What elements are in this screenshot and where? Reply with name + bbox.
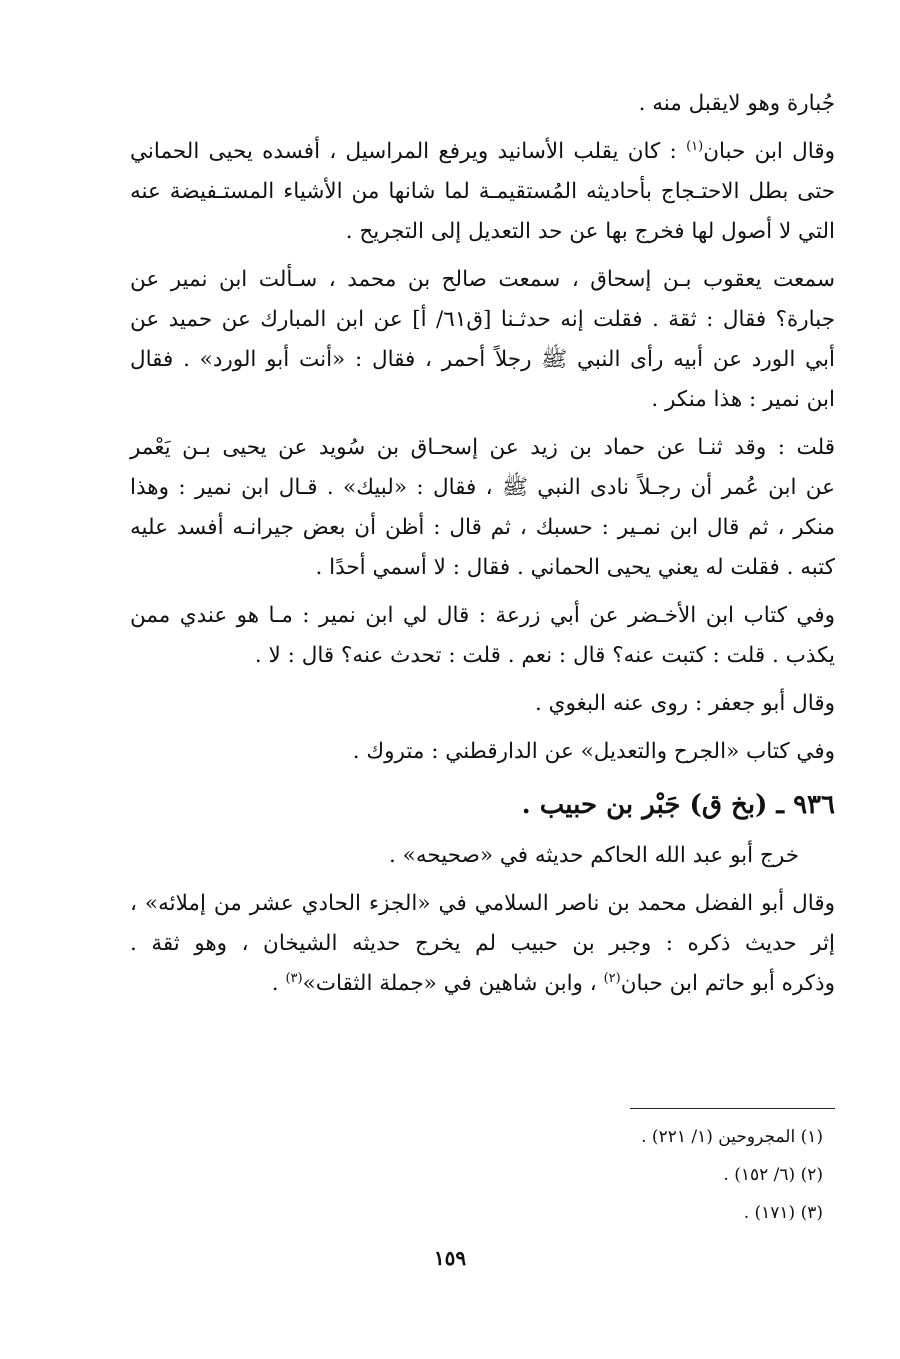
page-number: ١٥٩ (433, 1246, 467, 1270)
text-segment: ، وابن شاهين في «جملة الثقات» (302, 971, 604, 996)
paragraph-6 (130, 684, 835, 724)
page-body (130, 84, 835, 1012)
text-line: كتبه . فقلت له يعني يحيى الحماني . فقال : لا أسمي أحدًا . (315, 555, 835, 580)
text-line: وقال أبو الفضل محمد بن ناصر السلامي في «الجزء الحادي عشر من إملائه» ، (130, 891, 835, 916)
text-line: جُبارة وهو لايقبل منه . (638, 91, 835, 116)
text-line: يكذب . قلت : كتبت عنه؟ قال : نعم . قلت : تحدث عنه؟ قال : لا . (254, 643, 835, 668)
text-line: منكر ، ثم قال ابن نمـير : حسبك ، ثم قال : أظن أن بعض جيرانـه أفسد عليه (130, 515, 835, 540)
footnote-ref[interactable]: (٢) (603, 970, 621, 986)
text-line (130, 132, 835, 172)
text-line: وفي كتاب «الجرح والتعديل» عن الدارقطني : متروك . (352, 739, 835, 764)
entry-paragraph-1 (130, 836, 835, 876)
text-line (130, 964, 835, 1004)
text-line: جبارة؟ فقال : ثقة . فقلت إنه حدثـنا [ق٦١/ أ] عن ابن المبارك عن حميد عن (130, 307, 835, 332)
text-line: عن ابن عُمر أن رجـلاً نادى النبي ﷺ ، فقال : «لبيك» . قـال ابن نمير : وهذا (130, 475, 835, 500)
paragraph-2 (130, 132, 835, 252)
footnote-ref[interactable]: (١) (686, 138, 704, 154)
text-line: وفي كتاب ابن الأخـضر عن أبي زرعة : قال لي ابن نمير : مـا هو عندي ممن (130, 603, 835, 628)
text-segment: . (271, 971, 286, 996)
text-segment: وذكره أبو حاتم ابن حبان (620, 971, 835, 996)
paragraph-3 (130, 260, 835, 420)
footnote-divider (630, 1108, 835, 1109)
text-segment: : كان يقلب الأسانيد ويرفع المراسيل ، أفسده يحيى الحماني (130, 139, 687, 164)
text-line: سمعت يعقوب بـن إسحاق ، سمعت صالح بن محمد ، سـألت ابن نمير عن (130, 267, 835, 292)
entry-heading: ٩٣٦ ـ (بخ ق) جَبْر بن حبيب . (521, 790, 835, 820)
text-line: قلت : وقد ثنـا عن حماد بن زيد عن إسحـاق بن سُويد عن يحيى بـن يَعْمر (130, 435, 835, 460)
footnote-ref[interactable]: (٣) (285, 970, 303, 986)
text-line: أبي الورد عن أبيه رأى النبي ﷺ رجلاً أحمر ، فقال : «أنت أبو الورد» . فقال (130, 347, 835, 372)
text-line: وقال أبو جعفر : روى عنه البغوي . (535, 691, 835, 716)
text-line: حتى بطل الاحتـجاج بأحاديثه المُستقيمـة لما شانها من الأشياء المستـفيضة عنه (130, 179, 835, 204)
text-line: ابن نمير : هذا منكر . (651, 387, 835, 412)
footnote: (٢) (٦/ ١٥٢) . (723, 1165, 823, 1185)
paragraph-1 (130, 84, 835, 124)
paragraph-5 (130, 596, 835, 676)
text-line: التي لا أصول لها فخرج بها عن حد التعديل إلى التجريح . (345, 219, 835, 244)
footnote: (١) المجروحين (١/ ٢٢١) . (641, 1127, 823, 1147)
paragraph-7 (130, 732, 835, 772)
footnotes (235, 1118, 835, 1232)
paragraph-4 (130, 428, 835, 588)
footnote: (٣) (١٧١) . (743, 1203, 823, 1223)
text-line: إثر حديث ذكره : وجبر بن حبيب لم يخرج حديثه الشيخان ، وهو ثقة . (130, 931, 835, 956)
text-segment: وقال ابن حبان (703, 139, 835, 164)
text-line: خرج أبو عبد الله الحاكم حديثه في «صحيحه» . (389, 843, 799, 868)
entry-paragraph-2 (130, 884, 835, 1004)
